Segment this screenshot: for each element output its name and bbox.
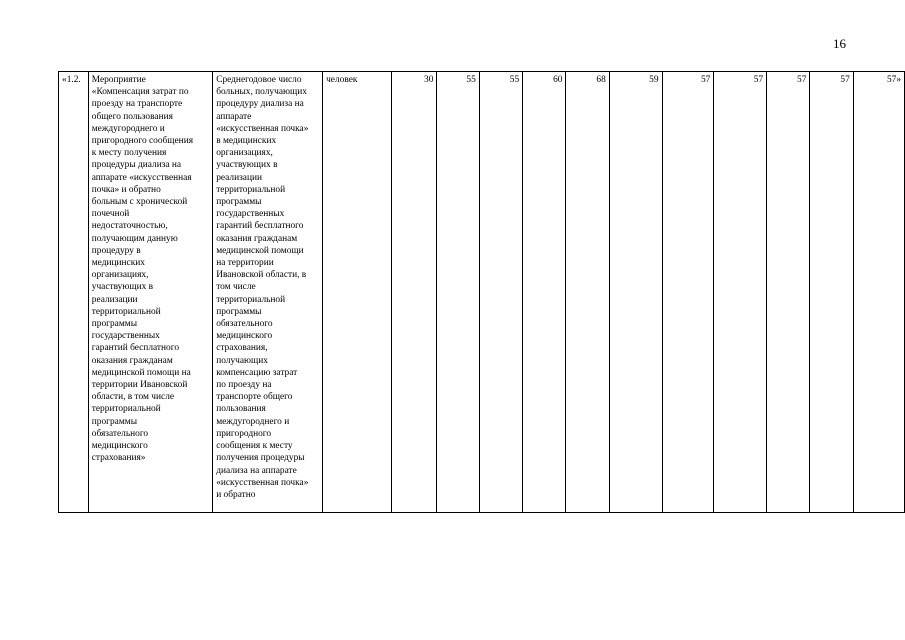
- value-cell-8: 57: [714, 72, 767, 513]
- indicator-text: Среднегодовое число больных, получающих процедуру диализа на аппарате «искусственная почка» в медицинских организациях, участвующих в реализации территориальной программы государственных гарантий бесплатного оказания гражданам медицинской помощи на территории Ивановской области, в том числе территориальной программы обязательного медицинского страхования, получающих компенсацию затрат по проезду на транспорте общего пользования междугороднего и пригородного сообщения к месту получения процедуры диализа на аппарате «искусственная почка» и обратно: [216, 75, 309, 500]
- event-name-text: Мероприятие «Компенсация затрат по проезду на транспорте общего пользования междугороднего и пригородного сообщения к месту получения процедуры диализа на аппарате «искусственная почка» и обратно больным с хронической почечной недостаточностью, получающим данную процедуру в медицинских организациях, участвующих в реализации территориальной программы государственных гарантий бесплатного оказания гражданам медицинской помощи на территории Ивановской области, в том числе территориальной программы обязательного медицинского страхования»: [91, 75, 194, 464]
- value-cell-5: 68: [566, 72, 609, 513]
- value-cell-6: 59: [609, 72, 662, 513]
- value-cell-9: 57: [767, 72, 810, 513]
- program-table: [58, 71, 905, 513]
- value-cell-1: 30: [392, 72, 437, 513]
- value-cell-3: 55: [479, 72, 522, 513]
- value-cell-10: 57: [810, 72, 853, 513]
- value-cell-11: 57»: [853, 72, 904, 513]
- indicator-cell: [213, 72, 323, 513]
- event-name-cell: [88, 72, 212, 513]
- table-row: [59, 72, 905, 513]
- unit-cell: человек: [323, 72, 392, 513]
- row-number-cell: «1.2.: [59, 72, 89, 513]
- value-cell-4: 60: [523, 72, 566, 513]
- value-cell-7: 57: [662, 72, 714, 513]
- page-number: 16: [833, 36, 846, 51]
- value-cell-2: 55: [437, 72, 479, 513]
